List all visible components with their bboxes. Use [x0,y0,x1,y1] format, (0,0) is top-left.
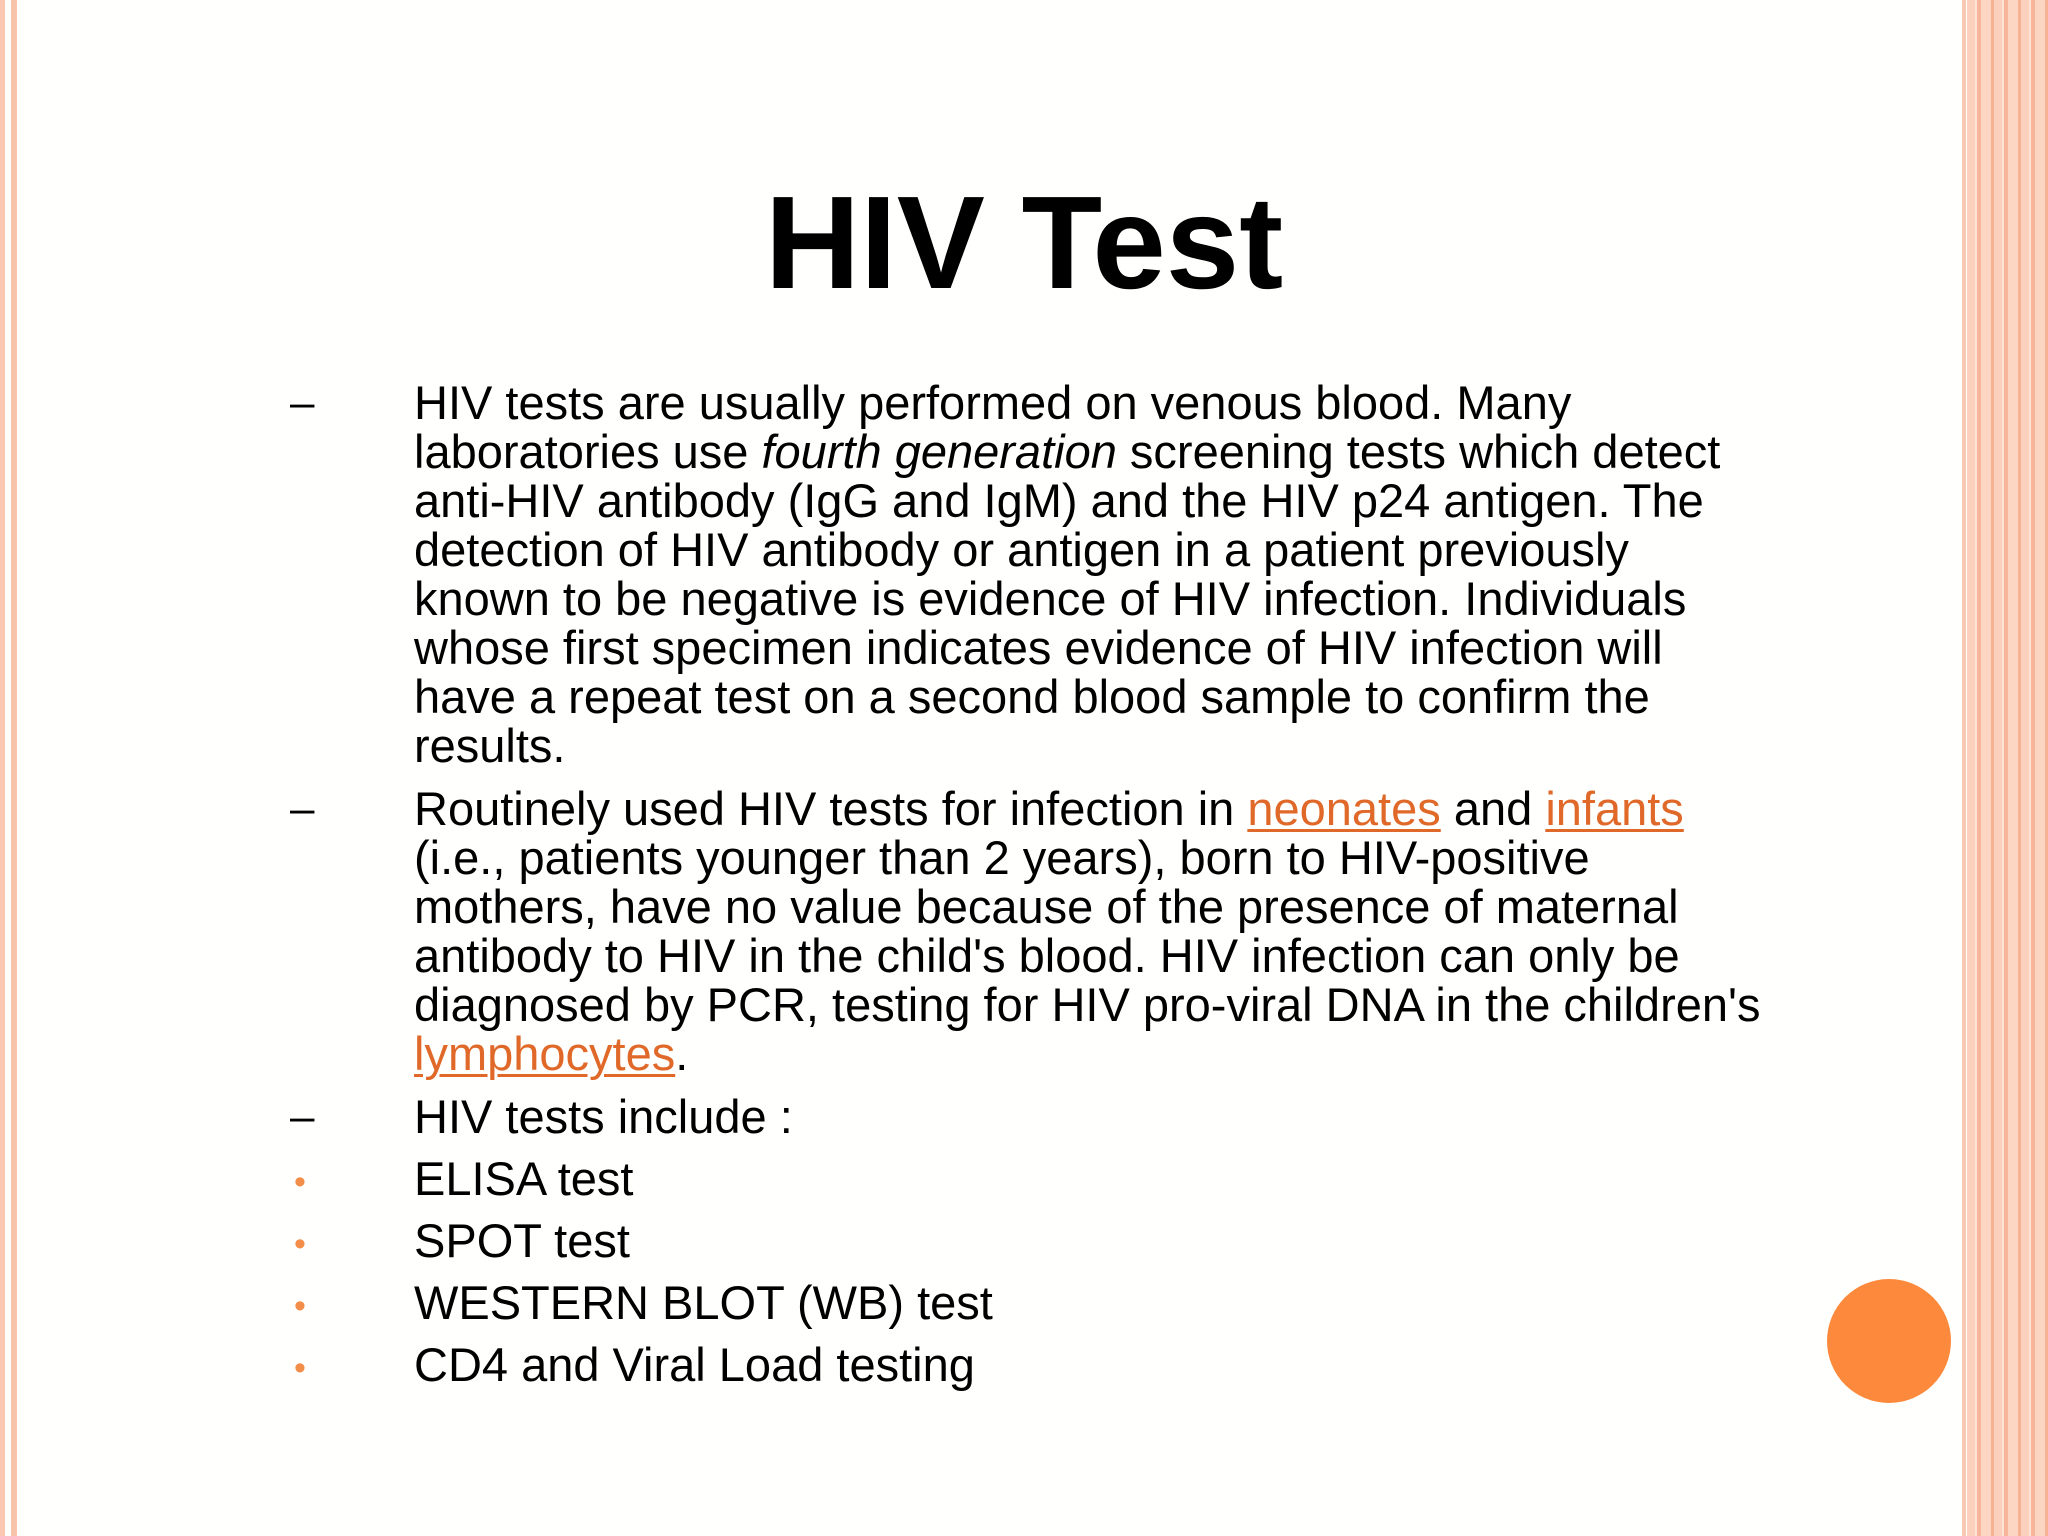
dash-marker: – [290,784,315,833]
paragraph-tests-include [290,1092,1770,1141]
list-item [290,1340,1770,1389]
paragraph-hiv-tests [290,378,1770,770]
list-item [290,1278,1770,1327]
text-run: and [1440,782,1546,835]
paragraph-text: HIV tests include : [414,1090,793,1143]
text-run: screening tests which detect anti-HIV antibody (IgG and IgM) and the HIV p24 antigen. The detection of HIV antibody or antigen in a patient previously known to be negative is evidence of HIV infection. Individuals whose first specimen indicates evidence of HIV infection will have a repeat test on a second blood sample to confirm the results. [414,425,1721,772]
text-run: HIV tests are usually performed on venous blood. Many laboratories use [414,376,1572,478]
text-run: Routinely used HIV tests for infection in [414,782,1248,835]
bullet-icon: • [294,1163,306,1201]
list-item [290,1216,1770,1265]
link-lymphocytes[interactable]: lymphocytes [414,1027,676,1080]
bullet-icon: • [294,1349,306,1387]
text-run: . [675,1027,689,1080]
dash-marker: – [290,378,315,427]
paragraph-neonates [290,784,1770,1078]
decorative-circle [1827,1279,1951,1403]
list-item-text: ELISA test [414,1152,634,1205]
paragraph-text [414,782,1760,1080]
list-item [290,1154,1770,1203]
paragraph-text [414,376,1720,772]
slide-title: HIV Test [764,169,1284,316]
list-item-text: SPOT test [414,1214,630,1267]
italic-text: fourth generation [761,425,1117,478]
list-item-text: CD4 and Viral Load testing [414,1338,975,1391]
bullet-icon: • [294,1287,306,1325]
dash-marker: – [290,1092,315,1141]
link-infants[interactable]: infants [1545,782,1684,835]
bullet-icon: • [294,1225,306,1263]
link-neonates[interactable]: neonates [1247,782,1441,835]
slide-body [290,378,1770,1402]
list-item-text: WESTERN BLOT (WB) test [414,1276,993,1329]
text-run: (i.e., patients younger than 2 years), born to HIV-positive mothers, have no value because of the presence of maternal antibody to HIV in the child's blood. HIV infection can only be diagnosed by PCR, testing for HIV pro-viral DNA in the children's [414,831,1761,1031]
